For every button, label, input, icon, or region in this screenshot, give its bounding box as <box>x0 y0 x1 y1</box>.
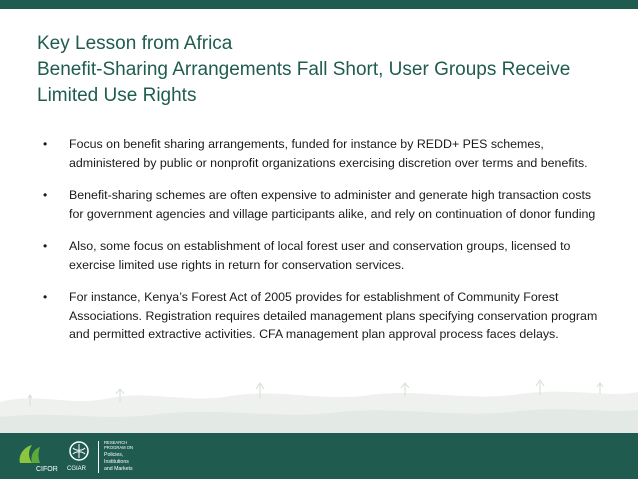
bullet-marker: • <box>43 137 48 151</box>
bullet-text: Focus on benefit sharing arrangements, funded for instance by REDD+ PES schemes, administered by public or nonprofit organizations exercising discretion over terms and benefits. <box>69 137 588 170</box>
bullet-marker: • <box>43 239 48 253</box>
bullet-item <box>43 186 603 223</box>
bullet-item <box>43 135 603 172</box>
cifor-logo-text: CIFOR <box>36 466 58 473</box>
title-line-2: Benefit-Sharing Arrangements Fall Short, User Groups Receive <box>37 59 571 80</box>
bullet-marker: • <box>43 188 48 202</box>
logo-divider <box>98 441 99 473</box>
cgiar-logo-text: CGIAR <box>67 466 87 472</box>
bullet-text: Benefit-sharing schemes are often expensive to administer and generate high transaction costs for government agencies and village participants alike, and rely on continuation of donor funding <box>69 188 596 221</box>
landscape-watermark <box>0 362 638 434</box>
slide-title <box>37 31 627 109</box>
pim-logo-line-1: RESEARCH <box>104 440 128 445</box>
footer-bar <box>0 433 638 479</box>
title-line-3: Limited Use Rights <box>37 85 197 106</box>
cgiar-logo <box>64 439 94 473</box>
pim-logo-line-3: Policies, <box>104 452 124 458</box>
pim-logo <box>102 439 150 473</box>
bullet-marker: • <box>43 290 48 304</box>
cifor-logo <box>14 439 62 473</box>
bullet-text: Also, some focus on establishment of local forest user and conservation groups, licensed to exercise limited use rights in return for conservation services. <box>69 239 571 272</box>
bullet-item <box>43 237 603 274</box>
pim-logo-line-4: Institutions <box>104 459 129 465</box>
bullet-item <box>43 288 603 344</box>
pim-logo-line-2: PROGRAM ON <box>104 445 134 450</box>
pim-logo-line-5: and Markets <box>104 466 133 472</box>
title-line-1: Key Lesson from Africa <box>37 33 233 54</box>
bullet-text: For instance, Kenya’s Forest Act of 2005 provides for establishment of Community Forest Associations. Registration requires detailed management plans specifying conservation program and permitted extractive activities. CFA management plan approval process faces delays. <box>69 290 598 341</box>
top-accent-bar <box>0 0 638 9</box>
bullet-list <box>43 135 603 358</box>
